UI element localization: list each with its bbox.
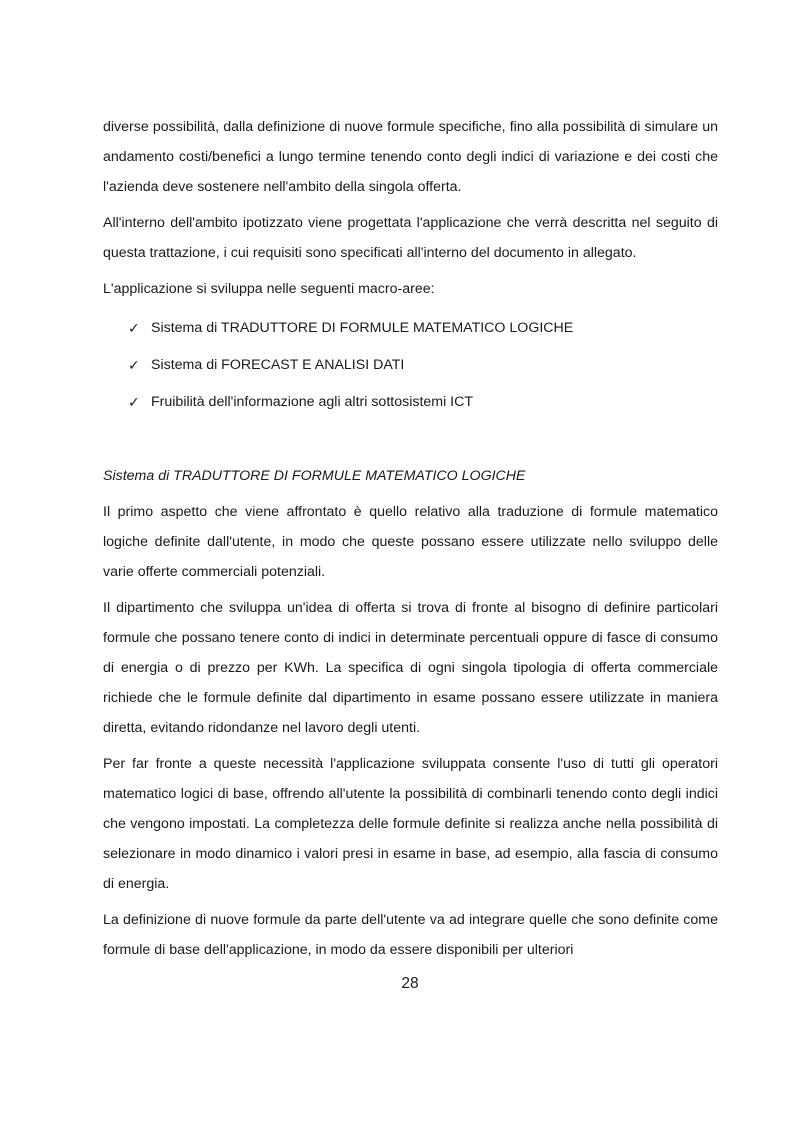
section-paragraph-2: Il dipartimento che sviluppa un'idea di offerta si trova di fronte al bisogno di definire particolari formule che possano tenere conto di indici in determinate percentuali oppure di fasce di consumo di energia o di prezzo per KWh. La specifica di ogni singola tipologia di offerta commerciale richiede che le formule definite dal dipartimento in esame possano essere utilizzate in maniera diretta, evitando ridondanze nel lavoro degli utenti. — [103, 600, 718, 736]
list-item-text: Sistema di TRADUTTORE DI FORMULE MATEMATICO LOGICHE — [151, 320, 574, 336]
section-paragraph-1: Il primo aspetto che viene affrontato è quello relativo alla traduzione di formule matematico logiche definite dall'utente, in modo che queste possano essere utilizzate nello sviluppo delle varie offerte commerciali potenziali. — [103, 504, 718, 580]
section-paragraph-4: La definizione di nuove formule da parte dell'utente va ad integrare quelle che sono definite come formule di base dell'applicazione, in modo da essere disponibili per ulteriori — [103, 912, 718, 958]
checkmark-icon: ✓ — [128, 357, 140, 373]
list-item-text: Fruibilità dell'informazione agli altri sottosistemi ICT — [151, 394, 474, 410]
page-number: 28 — [401, 975, 419, 992]
list-item — [128, 347, 718, 384]
list-item — [128, 384, 718, 421]
list-item-text: Sistema di FORECAST E ANALISI DATI — [151, 357, 405, 373]
intro-paragraph-3: L'applicazione si sviluppa nelle seguenti macro-aree: — [103, 281, 435, 297]
intro-paragraph-1: diverse possibilità, dalla definizione di nuove formule specifiche, fino alla possibilità di simulare un andamento costi/benefici a lungo termine tenendo conto degli indici di variazione e dei costi che l'azienda deve sostenere nell'ambito della singola offerta. — [103, 119, 718, 195]
list-item — [128, 310, 718, 347]
intro-paragraph-2: All'interno dell'ambito ipotizzato viene progettata l'applicazione che verrà descritta nel seguito di questa trattazione, i cui requisiti sono specificati all'interno del documento in allegato. — [103, 215, 718, 261]
document-body — [103, 112, 718, 971]
macro-areas-list — [103, 310, 718, 421]
checkmark-icon: ✓ — [128, 320, 140, 336]
section-title: Sistema di TRADUTTORE DI FORMULE MATEMATICO LOGICHE — [103, 468, 526, 484]
section-paragraph-3: Per far fronte a queste necessità l'applicazione sviluppata consente l'uso di tutti gli operatori matematico logici di base, offrendo all'utente la possibilità di combinarli tenendo conto degli indici che vengono impostati. La completezza delle formule definite si realizza anche nella possibilità di selezionare in modo dinamico i valori presi in esame in base, ad esempio, alla fascia di consumo di energia. — [103, 756, 718, 892]
checkmark-icon: ✓ — [128, 394, 140, 410]
